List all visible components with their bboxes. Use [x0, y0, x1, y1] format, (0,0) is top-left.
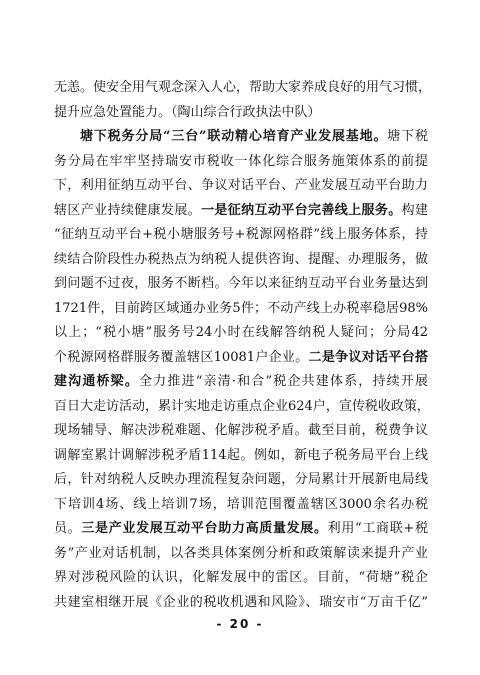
text-line: 续结合阶段性办税热点为纳税人提供咨询、提醒、办理服务，做 [54, 251, 428, 267]
text-run: 利用“工商联+税 [327, 521, 428, 536]
text-line: 1721件，目前跨区域通办业务5件；不动产线上办税率稳居98% [54, 300, 428, 316]
text-run: 构建 [401, 202, 428, 218]
bold-heading: 一是征纳互动平台完善线上服务。 [201, 202, 402, 218]
text-run: 全力推进“亲清·和合”税企共建体系，持续开展 [139, 374, 428, 389]
text-run: 塘下税 [387, 129, 428, 144]
text-line: “征纳互动平台+税小塘服务号+税源网格群”线上服务体系，持 [54, 227, 428, 242]
text-line [54, 346, 428, 371]
text-line: 到问题不过夜，服务不断档。今年以来征纳互动平台业务量达到 [54, 276, 428, 291]
text-line: 务分局在牢牢坚持瑞安市税收一体化综合服务施策体系的前提 [54, 153, 428, 169]
text-line: 务”产业对话机制，以各类具体案例分析和政策解读来提升产业 [54, 545, 428, 561]
section-heading: 塘下税务分局“三台”联动精心培育产业发展基地。 [80, 129, 388, 144]
text-line: 后，针对纳税人反映办理流程复杂问题，分局累计开展新电局线 [54, 472, 428, 487]
text-line: 百日大走访活动，累计实地走访重点企业624户，宣传税收政策， [54, 398, 430, 414]
text-line [54, 199, 428, 224]
text-line: 以上；“税小塘”服务号24小时在线解答纳税人疑问；分局42 [54, 325, 428, 340]
bold-heading: 三是产业发展互动平台助力高质量发展。 [81, 521, 328, 536]
text-run: 个税源网格群服务覆盖辖区10081户企业。 [54, 349, 309, 365]
text-line [54, 370, 428, 395]
bold-heading: 建沟通桥梁。 [54, 374, 140, 389]
text-line: 无恙。使安全用气观念深入人心，帮助大家养成良好的用气习惯， [54, 80, 432, 95]
text-run: 辖区产业持续健康发展。 [54, 202, 202, 218]
text-line: 共建室相继开展《企业的税收机遇和风险》、瑞安市“万亩千亿” [54, 594, 428, 610]
text-line [54, 125, 428, 150]
bold-heading: 二是争议对话平台搭 [308, 349, 428, 365]
document-body [54, 76, 432, 615]
text-line: 下，利用征纳互动平台、争议对话平台、产业发展互动平台助力 [54, 178, 428, 193]
page-number: - 20 - [216, 617, 264, 631]
text-line: 下培训4场、线上培训7场，培训范围覆盖辖区3000余名办税 [54, 496, 428, 512]
text-line: 提升应急处置能力。（陶山综合行政执法中队） [54, 104, 321, 120]
text-line: 界对涉税风险的认识，化解发展中的雷区。目前，“荷塘”税企 [54, 570, 428, 585]
text-run: 员。 [54, 521, 82, 536]
text-line: 调解室累计调解涉税矛盾114起。例如，新电子税务局平台上线 [54, 447, 428, 463]
text-line: 现场辅导、解决涉税难题、化解涉税矛盾。截至目前，税费争议 [54, 423, 428, 438]
text-line [54, 517, 428, 542]
